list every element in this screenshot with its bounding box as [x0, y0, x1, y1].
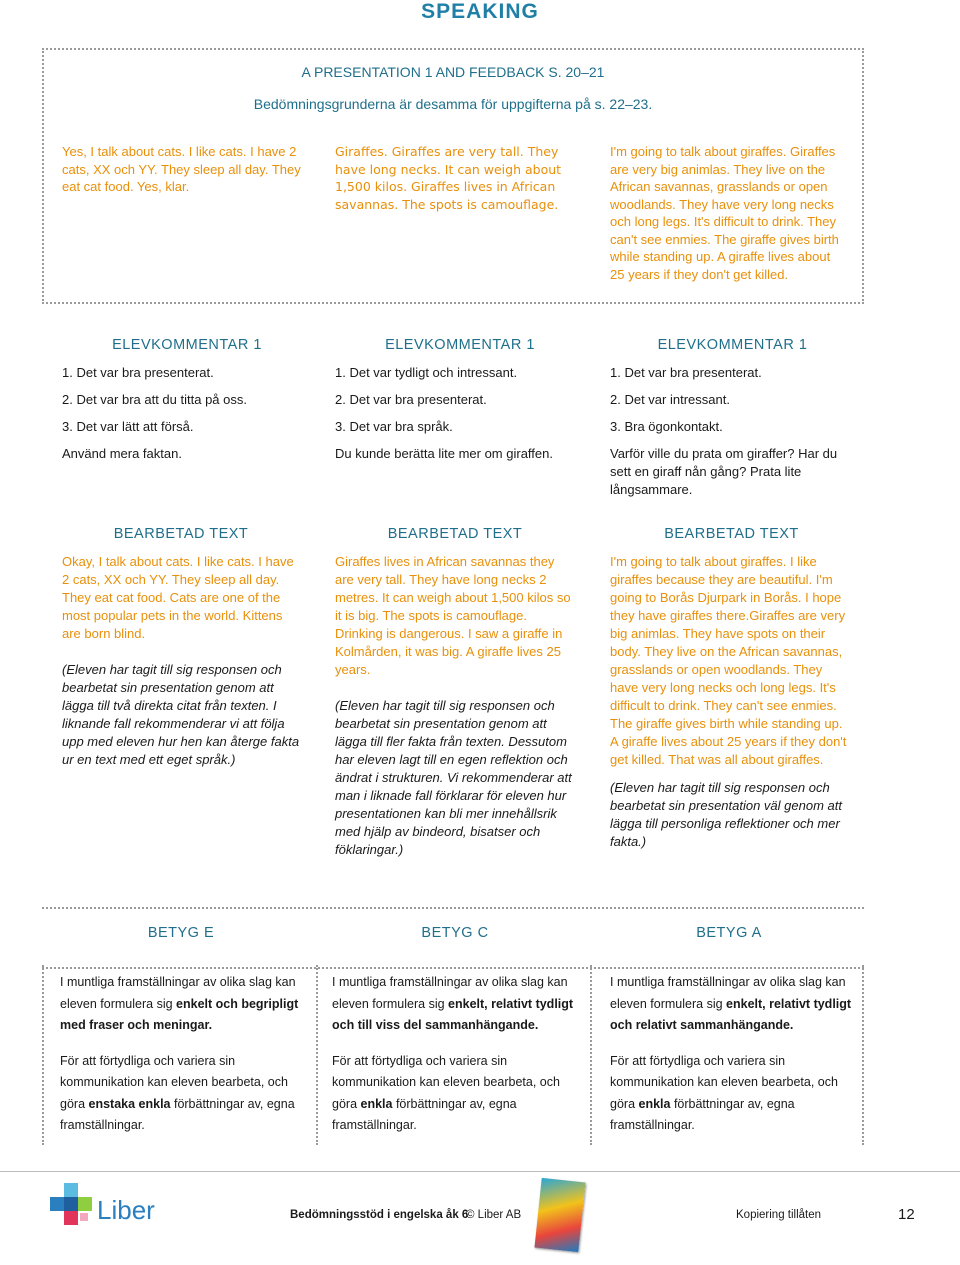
comment-line: 3. Det var bra språk.	[335, 419, 453, 434]
grade-text-bold: enkelt, relativt tydligt och till viss del sammanhängande.	[332, 996, 574, 1032]
copyright: © Liber AB	[466, 1209, 522, 1221]
logo-text: Liber	[97, 1195, 155, 1225]
revised-note: (Eleven har tagit till sig responsen och bearbetat sin presentation väl genom att lägga till personliga reflektioner och mer fakta.)	[610, 780, 842, 849]
comment-line: 3. Det var lätt att förså.	[62, 419, 194, 434]
grade-e-heading: BETYG E	[147, 925, 215, 941]
grade-text: För att förtydliga och variera sin kommunikation kan eleven bearbeta, och göra	[332, 1053, 560, 1111]
grade-text: I muntliga framställningar av olika slag kan eleven formulera sig	[332, 975, 568, 1011]
grade-e-text	[60, 972, 308, 1151]
comment-line: 1. Det var tydligt och intressant.	[335, 365, 518, 380]
revised-heading: BEARBETAD TEXT	[664, 526, 799, 542]
comment-column-3	[610, 336, 855, 508]
revised-heading: BEARBETAD TEXT	[113, 526, 249, 542]
grade-text: För att förtydliga och variera sin kommunikation kan eleven bearbeta, och göra	[60, 1053, 288, 1111]
grade-text-bold: enkla	[638, 1096, 671, 1111]
revised-note: (Eleven har tagit till sig responsen och bearbetat sin presentation genom att lägga till två direkta citat från texten. I liknande fall rekommenderar vi att följa upp med eleven hur hen kan återge fakta ur en text med ett eget språk.)	[62, 662, 300, 767]
grade-divider	[590, 965, 592, 1145]
revised-column-2	[335, 525, 575, 859]
grade-text-bold: enkelt, relativt tydligt och relativt sammanhängande.	[610, 996, 852, 1032]
grade-c-text	[332, 972, 580, 1151]
comment-line: 2. Det var bra presenterat.	[335, 392, 487, 407]
comment-line: 2. Det var intressant.	[610, 392, 730, 407]
grade-divider	[862, 965, 864, 1145]
book-cover-image	[534, 1178, 585, 1252]
grade-divider	[316, 965, 318, 1145]
grade-text: förbättningar av, egna framställningar.	[610, 1096, 795, 1132]
revised-note: (Eleven har tagit till sig responsen och bearbetat sin presentation genom att lägga till fler fakta från texten. Dessutom har eleven lagt till en egen reflektion och ändrat i strukturen. Vi rekommenderar att man i liknade fall förklarar för eleven hur presentationen kan bli mer innehållsrik med hjälp av bindeord, bisatser och föklaringar.)	[335, 698, 572, 857]
box-subheading: Bedömningsgrunderna är desamma för uppgifterna på s. 22–23.	[253, 96, 653, 112]
grade-text: förbättningar av, egna framställningar.	[332, 1096, 517, 1132]
book-title: Bedömningsstöd i engelska åk 6	[290, 1209, 469, 1221]
liber-logo-icon	[50, 1183, 94, 1227]
footer-divider	[0, 1171, 960, 1172]
revised-column-3	[610, 525, 853, 851]
comment-line: 1. Det var bra presenterat.	[610, 365, 762, 380]
comment-heading: ELEVKOMMENTAR 1	[112, 337, 262, 353]
grade-c-heading: BETYG C	[421, 925, 489, 941]
revised-text: Giraffes lives in African savannas they are very tall. They have long necks 2 metres. It can weigh about 1,500 kilos so it is big. The spots is camouflage. Drinking is dangerous. I saw a giraffe in Kolmården, it was big. A giraffe lives 25 years.	[335, 554, 571, 677]
grade-divider	[42, 965, 44, 1145]
original-text-3: I'm going to talk about giraffes. Giraffes are very big animlas. They live on the African savannas, grasslands or open woodlands. They have very long necks och long legs. It's difficult to drink. They can't see enmies. The giraffe gives birth while standing up. A giraffe lives about 25 years if they don't get killed.	[610, 144, 839, 282]
grade-text: För att förtydliga och variera sin kommunikation kan eleven bearbeta, och göra	[610, 1053, 838, 1111]
box-heading: A PRESENTATION 1 AND FEEDBACK S. 20–21	[301, 64, 605, 80]
revised-text: Okay, I talk about cats. I like cats. I have 2 cats, XX och YY. They sleep all day. They eat cat food. Cats are one of the most popular pets in the world. Kittens are born blind.	[62, 554, 294, 641]
comment-line: Varför ville du prata om giraffer? Har du sett en giraff nån gång? Prata lite långsammare.	[610, 446, 838, 497]
comment-line: 2. Det var bra att du titta på oss.	[62, 392, 247, 407]
grade-text: I muntliga framställningar av olika slag kan eleven formulera sig	[60, 975, 296, 1011]
comment-line: Använd mera faktan.	[62, 446, 182, 461]
revised-heading: BEARBETAD TEXT	[387, 526, 523, 542]
grade-a-heading: BETYG A	[696, 925, 762, 941]
comment-heading: ELEVKOMMENTAR 1	[385, 337, 535, 353]
comment-column-2	[335, 336, 585, 472]
comment-column-1	[62, 336, 312, 472]
grade-text-bold: enkelt och begripligt med fraser och meningar.	[60, 996, 299, 1032]
page-number: 12	[898, 1206, 915, 1223]
grade-text-bold: enkla	[360, 1096, 393, 1111]
grade-text-bold: enstaka enkla	[88, 1096, 171, 1111]
comment-line: Du kunde berätta lite mer om giraffen.	[335, 446, 553, 461]
revised-text: I'm going to talk about giraffes. I like giraffes because they are beautiful. I'm going to Borås Djurpark in Borås. I hope they have giraffes there.Giraffes are very big animlas. They have spots on their body. They live on the African savannas, grasslands or open woodlands. They have very long necks och long legs. It's difficult to drink. They can't see enmies. The giraffe gives birth while standing up. A giraffe lives about 25 years if they don't get killed. That was all about giraffes.	[610, 554, 847, 767]
grade-text: I muntliga framställningar av olika slag kan eleven formulera sig	[610, 975, 846, 1011]
comment-line: 1. Det var bra presenterat.	[62, 365, 214, 380]
comment-line: 3. Bra ögonkontakt.	[610, 419, 723, 434]
grade-text: förbättningar av, egna framställningar.	[60, 1096, 295, 1132]
grade-a-text	[610, 972, 855, 1151]
page-title: SPEAKING	[421, 0, 539, 23]
original-text-1: Yes, I talk about cats. I like cats. I have 2 cats, XX och YY. They sleep all day. They eat cat food. Yes, klar.	[62, 144, 301, 194]
revised-column-1	[62, 525, 300, 769]
copy-allowed: Kopiering tillåten	[736, 1209, 822, 1221]
comment-heading: ELEVKOMMENTAR 1	[657, 337, 808, 353]
original-text-2: Giraffes. Giraffes are very tall. They have long necks. It can weigh about 1,500 kilos. Giraffes lives in African savannas. The spots is camouflage.	[335, 144, 562, 212]
